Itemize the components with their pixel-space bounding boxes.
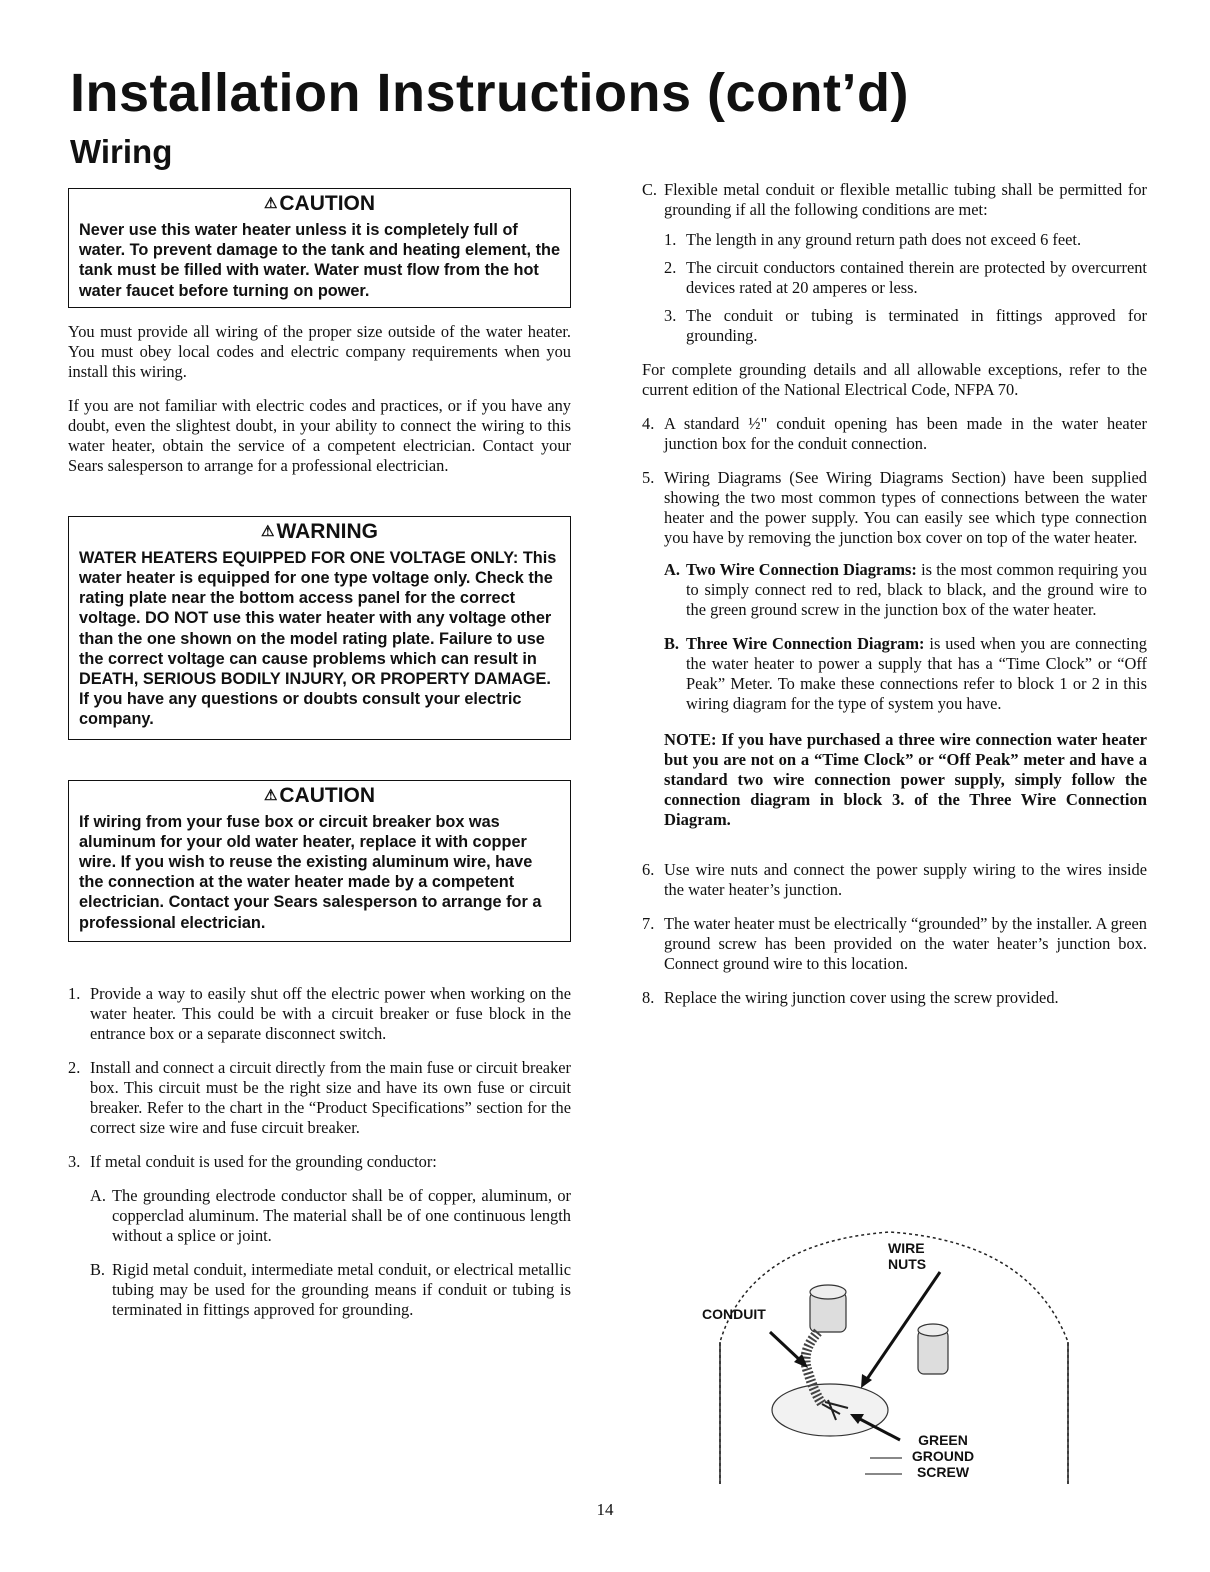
- list-number: A.: [664, 560, 680, 579]
- warning-triangle-icon: ⚠: [263, 786, 278, 804]
- warning-box: [68, 516, 571, 740]
- list-number: B.: [664, 634, 680, 653]
- caution-box-1: [68, 188, 571, 308]
- list-text: Wiring Diagrams (See Wiring Diagrams Section) have been supplied showing the two most common types of connections between the water heater and the power supply. You can easily see which type connection you have by removing the junction box cover on top of the water heater.: [664, 468, 1147, 547]
- list-item: [90, 1260, 571, 1320]
- list-text: Flexible metal conduit or flexible metallic tubing shall be permitted for grounding if all the following conditions are met:: [664, 180, 1147, 219]
- list-number: A.: [90, 1185, 106, 1205]
- paragraph-wiring-requirements: You must provide all wiring of the proper size outside of the water heater. You must obey local codes and electric company requirements when you install this wiring.: [68, 321, 571, 381]
- warning-heading: [79, 519, 560, 545]
- list-number: 8.: [642, 988, 655, 1007]
- warning-triangle-icon: ⚠: [263, 195, 278, 212]
- list-item: [68, 1058, 571, 1138]
- list-item: [642, 860, 1147, 900]
- list-item: [664, 258, 1147, 298]
- list-item: [68, 984, 571, 1044]
- caution-heading-text: CAUTION: [279, 192, 376, 215]
- diagram-b-label: Three Wire Connection Diagram:: [686, 634, 925, 653]
- list-item: [664, 560, 1147, 620]
- left-column: [68, 188, 571, 1320]
- list-text: is the most common requiring you to simply connect red to red, black to black, and the ground wire to the green ground screw in the junction box of the water heater.: [686, 560, 1147, 619]
- list-number: C.: [642, 180, 658, 199]
- green-ground-screw-label: GREEN GROUND SCREW: [911, 1432, 975, 1480]
- right-column: [642, 180, 1147, 1008]
- list-item: [664, 634, 1147, 714]
- paragraph-electrician: If you are not familiar with electric codes and practices, or if you have any doubt, even the slightest doubt, in your ability to connect the wiring to this water heater, obtain the service of a competent electrician. Contact your Sears salesperson to arrange for a professional electrician.: [68, 395, 571, 475]
- list-text: Rigid metal conduit, intermediate metal conduit, or electrical metallic tubing may be used for the grounding means if conduit or tubing is terminated in fittings approved for grounding.: [112, 1259, 571, 1319]
- list-number: 4.: [642, 414, 655, 433]
- caution-heading: [79, 783, 560, 809]
- list-number: 1.: [664, 230, 677, 249]
- paragraph-grounding: For complete grounding details and all allowable exceptions, refer to the current edition of the National Electrical Code, NFPA 70.: [642, 360, 1147, 399]
- list-text: A standard ½" conduit opening has been made in the water heater junction box for the conduit connection.: [664, 414, 1147, 453]
- warning-text: WATER HEATERS EQUIPPED FOR ONE VOLTAGE ONLY: This water heater is equipped for one type voltage only. Check the rating plate near the bottom access panel for the correct voltage. DO NOT use this water heater with any voltage other than the one shown on the model rating plate. Failure to use the correct voltage can cause problems which can result in DEATH, SERIOUS BODILY INJURY, OR PROPERTY DAMAGE. If you have any questions or doubts consult your electric company.: [79, 548, 557, 729]
- list-number: 5.: [642, 468, 655, 487]
- list-text: Install and connect a circuit directly from the main fuse or circuit breaker box. This circuit must be the right size and have its own fuse or circuit breaker. Refer to the chart in the “Product Specifications” section for the correct size wire and fuse circuit breaker.: [90, 1057, 571, 1137]
- list-item: [642, 914, 1147, 974]
- list-text: Use wire nuts and connect the power supply wiring to the wires inside the water heater’s junction.: [664, 860, 1147, 899]
- list-text: The conduit or tubing is terminated in fittings approved for grounding.: [686, 306, 1147, 345]
- list-number: 7.: [642, 914, 655, 933]
- list-number: 2.: [68, 1057, 81, 1077]
- list-text: The length in any ground return path does not exceed 6 feet.: [686, 230, 1082, 249]
- list-text: The grounding electrode conductor shall be of copper, aluminum, or copperclad aluminum. The material shall be of one continuous length without a splice or joint.: [112, 1185, 571, 1245]
- list-item: [642, 988, 1147, 1008]
- list-number: B.: [90, 1259, 106, 1279]
- caution-heading: [79, 191, 560, 217]
- page-title: Installation Instructions (cont’d): [70, 63, 909, 123]
- list-number: 3.: [68, 1151, 81, 1171]
- caution-text: If wiring from your fuse box or circuit breaker box was aluminum for your old water heater, replace it with copper wire. If you wish to reuse the existing aluminum wire, have the connection at the water heater made by a competent electrician. Contact your Sears salesperson to arrange for a professional electrician.: [79, 812, 542, 932]
- note: NOTE: If you have purchased a three wire connection water heater but you are not on a “Time Clock” or “Off Peak” meter and have a standard two wire connection power supply, simply follow the connection diagram in block 3. of the Three Wire Connection Diagram.: [664, 730, 1147, 829]
- list-text: is used when you are connecting the water heater to power a supply that has a “Time Clock” or “Off Peak” Meter. To make these connections refer to block 1 or 2 in this wiring diagram for the type of system you have.: [686, 634, 1147, 713]
- list-text: The circuit conductors contained therein are protected by overcurrent devices rated at 20 amperes or less.: [686, 258, 1147, 297]
- list-item: [90, 1186, 571, 1246]
- caution-text: Never use this water heater unless it is completely full of water. To prevent damage to the tank and heating element, the tank must be filled with water. Water must flow from the hot water faucet before turning on power.: [79, 221, 560, 300]
- list-text: If metal conduit is used for the grounding conductor:: [90, 1151, 437, 1171]
- list-text: Replace the wiring junction cover using the screw provided.: [664, 988, 1059, 1007]
- list-text: Provide a way to easily shut off the electric power when working on the water heater. This could be with a circuit breaker or fuse block in the entrance box or a separate disconnect switch.: [90, 983, 571, 1043]
- list-number: 6.: [642, 860, 655, 879]
- warning-triangle-icon: ⚠: [261, 522, 275, 540]
- list-item: [642, 414, 1147, 454]
- list-item: [68, 1152, 571, 1172]
- list-number: 2.: [664, 258, 677, 277]
- list-item: [642, 468, 1147, 548]
- conduit-label: CONDUIT: [702, 1306, 766, 1322]
- caution-heading-text: CAUTION: [279, 783, 376, 807]
- list-number: 1.: [68, 983, 81, 1003]
- list-item: [664, 306, 1147, 346]
- list-item: [642, 180, 1147, 220]
- page-number: 14: [596, 1500, 614, 1519]
- list-item: [664, 230, 1147, 250]
- caution-box-2: [68, 780, 571, 942]
- section-title: Wiring: [70, 133, 173, 170]
- junction-box-diagram: [690, 1222, 1090, 1484]
- wire-nuts-label: WIRE NUTS: [888, 1240, 927, 1272]
- list-number: 3.: [664, 306, 677, 325]
- warning-heading-text: WARNING: [276, 519, 378, 543]
- list-text: The water heater must be electrically “grounded” by the installer. A green ground screw has been provided on the water heater’s junction box. Connect ground wire to this location.: [664, 914, 1147, 973]
- diagram-a-label: Two Wire Connection Diagrams:: [686, 560, 917, 579]
